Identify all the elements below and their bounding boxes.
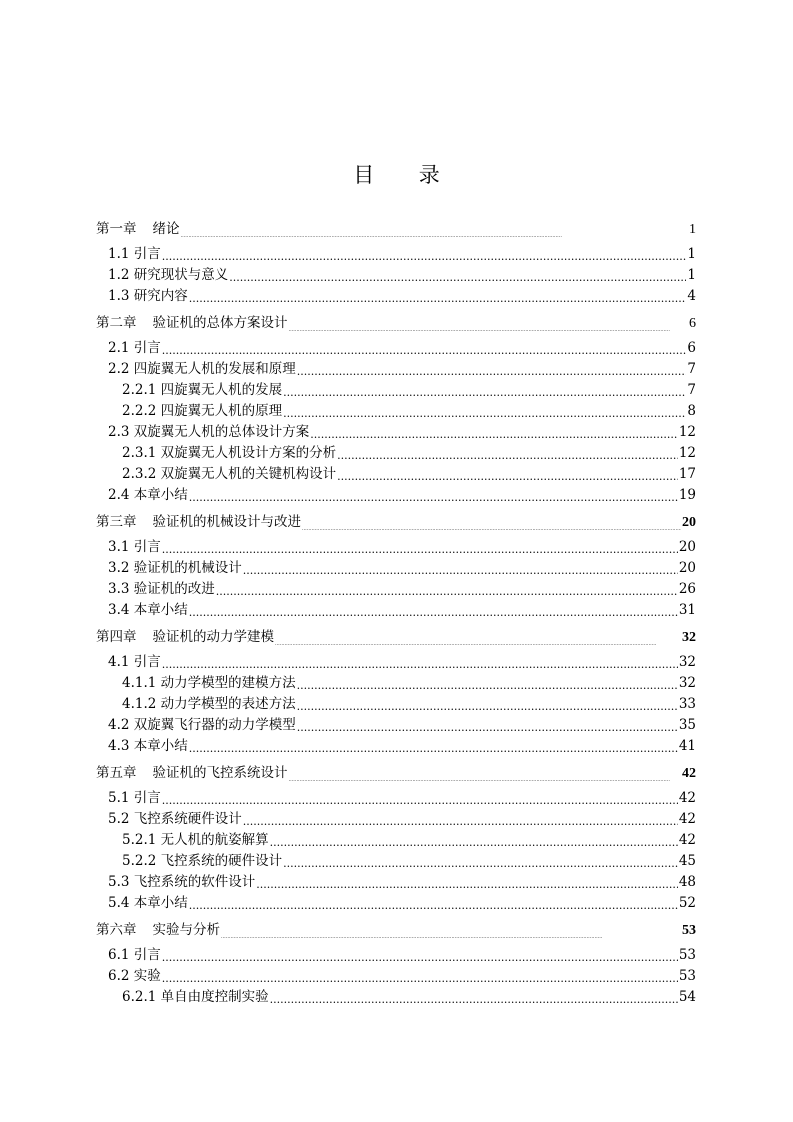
dot-leader — [162, 657, 678, 673]
toc-entry-subsection[interactable] — [96, 851, 696, 872]
toc-entry-subsection[interactable] — [96, 987, 696, 1008]
dot-leader — [283, 385, 686, 401]
dot-leader — [270, 835, 678, 851]
page-number: 53 — [682, 923, 696, 938]
toc-entry-title — [96, 512, 301, 533]
dot-leader — [162, 971, 678, 987]
toc-entry-subsection[interactable] — [96, 464, 696, 485]
page-number: 26 — [678, 581, 696, 597]
page-number: 8 — [687, 403, 696, 419]
page-number: 6 — [687, 340, 696, 356]
toc-entry-section[interactable] — [96, 359, 696, 380]
dot-leader — [270, 992, 678, 1008]
table-of-contents — [96, 218, 696, 1008]
chapter-number: 第一章 — [96, 221, 137, 237]
toc-entry-section[interactable] — [96, 945, 696, 966]
toc-entry-title: 6.2 实验 — [108, 968, 161, 984]
chapter-title: 验证机的机械设计与改进 — [152, 514, 301, 530]
chapter-number: 第五章 — [96, 765, 137, 781]
toc-entry-title: 2.3.1 双旋翼无人机设计方案的分析 — [122, 445, 337, 461]
page-number: 12 — [678, 424, 696, 440]
toc-entry-section[interactable] — [96, 338, 696, 359]
dot-leader — [162, 950, 678, 966]
toc-entry-chapter[interactable] — [96, 626, 696, 648]
toc-entry-title: 2.2.2 四旋翼无人机的原理 — [122, 403, 283, 419]
toc-entry-section[interactable] — [96, 558, 696, 579]
toc-entry-section[interactable] — [96, 600, 696, 621]
dot-leader — [337, 448, 678, 464]
dot-leader — [189, 741, 678, 757]
page-number: 33 — [678, 696, 696, 712]
toc-entry-title: 1.3 研究内容 — [108, 288, 188, 304]
dot-leader — [289, 326, 689, 334]
toc-entry-title — [96, 219, 180, 240]
toc-entry-subsection[interactable] — [96, 401, 696, 422]
toc-entry-section[interactable] — [96, 422, 696, 443]
page-number: 32 — [678, 654, 696, 670]
toc-entry-section[interactable] — [96, 485, 696, 506]
dot-leader — [283, 406, 686, 422]
toc-entry-section[interactable] — [96, 715, 696, 736]
toc-entry-title — [96, 763, 288, 784]
toc-entry-section[interactable] — [96, 966, 696, 987]
dot-leader — [189, 605, 678, 621]
page-number: 7 — [687, 361, 696, 377]
chapter-title: 绪论 — [152, 221, 180, 237]
page-number: 42 — [682, 766, 696, 781]
toc-entry-title: 1.2 研究现状与意义 — [108, 267, 229, 283]
dot-leader — [162, 793, 678, 809]
toc-entry-title: 1.1 引言 — [108, 246, 161, 262]
chapter-title: 验证机的动力学建模 — [152, 629, 274, 645]
dot-leader — [243, 814, 678, 830]
toc-entry-section[interactable] — [96, 788, 696, 809]
page-number: 52 — [678, 895, 696, 911]
toc-entry-title: 2.1 引言 — [108, 340, 161, 356]
toc-entry-title: 2.2 四旋翼无人机的发展和原理 — [108, 361, 296, 377]
dot-leader — [283, 856, 678, 872]
toc-entry-title: 5.3 飞控系统的软件设计 — [108, 874, 256, 890]
toc-entry-section[interactable] — [96, 809, 696, 830]
toc-entry-subsection[interactable] — [96, 443, 696, 464]
toc-entry-title: 3.4 本章小结 — [108, 602, 188, 618]
toc-entry-title: 2.3.2 双旋翼无人机的关键机构设计 — [122, 466, 337, 482]
dot-leader — [162, 343, 687, 359]
toc-entry-chapter[interactable] — [96, 919, 696, 941]
toc-entry-title: 5.2.1 无人机的航姿解算 — [122, 832, 269, 848]
toc-entry-chapter[interactable] — [96, 762, 696, 784]
toc-entry-title: 5.2 飞控系统硬件设计 — [108, 811, 242, 827]
chapter-title: 验证机的总体方案设计 — [152, 315, 288, 331]
dot-leader — [243, 563, 678, 579]
toc-entry-title: 2.3 双旋翼无人机的总体设计方案 — [108, 424, 310, 440]
toc-entry-title: 4.2 双旋翼飞行器的动力学模型 — [108, 717, 296, 733]
toc-title: 目 录 — [353, 163, 459, 187]
toc-entry-section[interactable] — [96, 244, 696, 265]
toc-entry-title: 2.4 本章小结 — [108, 487, 188, 503]
page-number: 6 — [689, 316, 696, 331]
dot-leader — [297, 699, 678, 715]
page-number: 42 — [678, 832, 696, 848]
toc-entry-section[interactable] — [96, 736, 696, 757]
page-number: 53 — [678, 968, 696, 984]
page-number: 45 — [678, 853, 696, 869]
dot-leader — [221, 933, 681, 941]
chapter-title: 验证机的飞控系统设计 — [152, 765, 288, 781]
dot-leader — [289, 776, 682, 784]
toc-entry-subsection[interactable] — [96, 694, 696, 715]
toc-entry-title: 5.4 本章小结 — [108, 895, 188, 911]
toc-entry-title: 3.1 引言 — [108, 539, 161, 555]
page-number: 20 — [678, 560, 696, 576]
dot-leader — [189, 490, 678, 506]
chapter-title: 实验与分析 — [152, 922, 220, 938]
page-number: 32 — [682, 630, 696, 645]
page-number: 48 — [678, 874, 696, 890]
toc-entry-title: 4.1.2 动力学模型的表述方法 — [122, 696, 296, 712]
dot-leader — [310, 427, 678, 443]
page-number: 42 — [678, 811, 696, 827]
dot-leader — [189, 898, 678, 914]
dot-leader — [216, 584, 678, 600]
dot-leader — [181, 232, 689, 240]
toc-entry-title: 3.3 验证机的改进 — [108, 581, 215, 597]
page-number: 53 — [678, 947, 696, 963]
dot-leader — [229, 270, 686, 286]
page-number: 20 — [682, 515, 696, 530]
dot-leader — [162, 542, 678, 558]
chapter-number: 第二章 — [96, 315, 137, 331]
chapter-number: 第六章 — [96, 922, 137, 938]
page-number: 1 — [689, 222, 696, 237]
toc-entry-chapter[interactable] — [96, 511, 696, 533]
dot-leader — [297, 678, 678, 694]
toc-entry-section[interactable] — [96, 286, 696, 307]
page-number: 1 — [687, 246, 696, 262]
page-number: 32 — [678, 675, 696, 691]
page-number: 1 — [687, 267, 696, 283]
page-number: 54 — [678, 989, 696, 1005]
toc-entry-section[interactable] — [96, 893, 696, 914]
toc-entry-title: 5.2.2 飞控系统的硬件设计 — [122, 853, 283, 869]
toc-entry-title: 2.2.1 四旋翼无人机的发展 — [122, 382, 283, 398]
page-number: 41 — [678, 738, 696, 754]
dot-leader — [297, 364, 687, 380]
toc-entry-title: 6.2.1 单自由度控制实验 — [122, 989, 269, 1005]
page-number: 35 — [678, 717, 696, 733]
toc-entry-section[interactable] — [96, 872, 696, 893]
page-number: 17 — [678, 466, 696, 482]
page-number: 42 — [678, 790, 696, 806]
toc-entry-subsection[interactable] — [96, 830, 696, 851]
page-number: 31 — [678, 602, 696, 618]
toc-entry-chapter[interactable] — [96, 218, 696, 240]
page-number: 12 — [678, 445, 696, 461]
toc-entry-section[interactable] — [96, 579, 696, 600]
dot-leader — [256, 877, 678, 893]
page-number: 19 — [678, 487, 696, 503]
toc-entry-subsection[interactable] — [96, 380, 696, 401]
chapter-number: 第三章 — [96, 514, 137, 530]
toc-entry-title: 4.1.1 动力学模型的建模方法 — [122, 675, 296, 691]
toc-entry-chapter[interactable] — [96, 312, 696, 334]
dot-leader — [189, 291, 687, 307]
chapter-number: 第四章 — [96, 629, 137, 645]
toc-entry-title: 4.3 本章小结 — [108, 738, 188, 754]
page-number: 20 — [678, 539, 696, 555]
toc-entry-title — [96, 313, 288, 334]
toc-entry-subsection[interactable] — [96, 673, 696, 694]
toc-entry-section[interactable] — [96, 652, 696, 673]
page-number: 4 — [687, 288, 696, 304]
page-number: 7 — [687, 382, 696, 398]
toc-entry-title: 5.1 引言 — [108, 790, 161, 806]
toc-entry-section[interactable] — [96, 537, 696, 558]
toc-entry-title: 4.1 引言 — [108, 654, 161, 670]
dot-leader — [302, 525, 681, 533]
toc-entry-title: 6.1 引言 — [108, 947, 161, 963]
dot-leader — [162, 249, 687, 265]
dot-leader — [275, 640, 681, 648]
toc-entry-title — [96, 627, 274, 648]
dot-leader — [297, 720, 678, 736]
toc-entry-title — [96, 920, 220, 941]
dot-leader — [337, 469, 678, 485]
toc-entry-title: 3.2 验证机的机械设计 — [108, 560, 242, 576]
toc-entry-section[interactable] — [96, 265, 696, 286]
